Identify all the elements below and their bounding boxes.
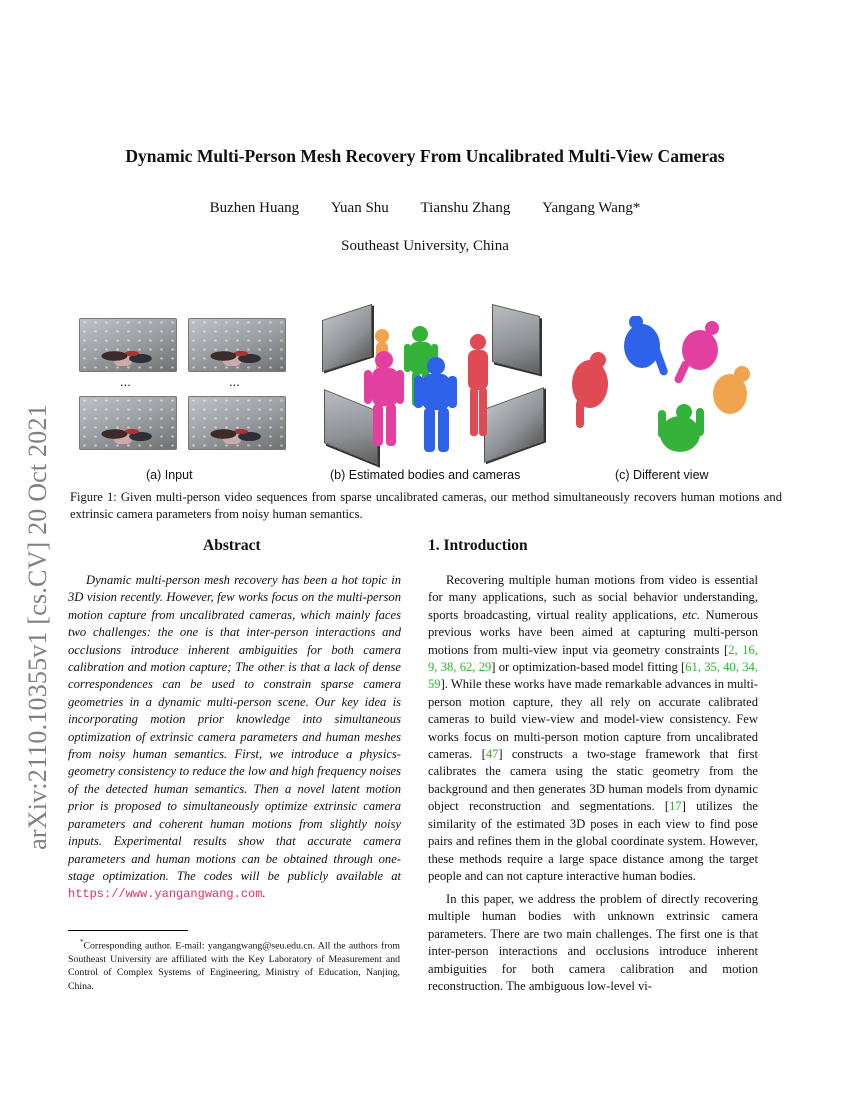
author-name: Yangang Wang* xyxy=(542,200,641,216)
abstract-end: . xyxy=(262,886,266,901)
footnote-rule xyxy=(68,930,188,931)
body-red xyxy=(572,352,608,428)
author-name: Buzhen Huang xyxy=(209,200,300,216)
intro-text: Recovering multiple human motions from video is essential for many applications, such as social behavior understanding, sports broadcasting, virtual reality applications, xyxy=(428,573,758,622)
input-frame xyxy=(79,318,177,372)
intro-text: ] or optimization-based model fitting [ xyxy=(491,660,686,675)
author-name: Tianshu Zhang xyxy=(420,200,511,216)
panel-label-estimated: (b) Estimated bodies and cameras xyxy=(330,468,521,482)
body-green xyxy=(658,404,704,452)
introduction-heading: 1. Introduction xyxy=(428,537,528,554)
figure-caption: Figure 1: Given multi-person video sequences from sparse uncalibrated cameras, our method simultaneously recovers human motions and extrinsic camera parameters from noisy human semantics. xyxy=(70,490,782,521)
intro-text: Numerous previous works have been aimed at capturing multi-person motions from multi-view input via geometry constraints [ xyxy=(428,607,758,657)
intro-etc: etc. xyxy=(682,607,701,622)
abstract-heading: Abstract xyxy=(203,537,261,554)
arxiv-identifier: arXiv:2110.10355v1 [cs.CV] 20 Oct 2021 xyxy=(23,404,52,850)
ellipsis: ... xyxy=(120,374,131,389)
intro-text: ]. While these works have made remarkable advances in multi-person motion capture, they all rely on accurate calibrated cameras to build view-view and model-view consistency. Few works focus on multi-person motion capture from uncalibrated cameras. [ xyxy=(428,677,758,762)
panel-label-different-view: (c) Different view xyxy=(615,468,709,482)
body-red xyxy=(468,334,488,436)
intro-text: ] constructs a two-stage framework that first calibrates the camera using the static geometry from the background and then generates 3D human models from dynamic object reconstruction and segmentations. [ xyxy=(428,747,758,814)
different-view-bodies xyxy=(560,316,760,460)
intro-paragraph-1 xyxy=(428,572,758,885)
citation-link[interactable]: 2, 16, 9, 38, 62, 29 xyxy=(428,642,758,675)
citation-link[interactable]: 17 xyxy=(669,799,682,814)
body-orange xyxy=(713,366,750,414)
code-url-link[interactable]: https://www.yangangwang.com xyxy=(68,887,263,902)
ellipsis: ... xyxy=(229,374,240,389)
author-name: Yuan Shu xyxy=(330,200,389,216)
intro-paragraph-2: In this paper, we address the problem of directly recovering multiple human bodies with unknown extrinsic camera parameters. There are two main challenges. The first one is that inter-person interactions and occlusions introduce inherent ambiguities for both camera calibration and motion reconstruction. The ambiguous low-level vi- xyxy=(428,892,758,994)
intro-text: ] utilizes the similarity of the estimated 3D poses in each view to find pose pairs and refines them in the global coordinate system. However, these methods require a large space distance among the target people and can not capture interactive human bodies. xyxy=(428,799,759,883)
author-list xyxy=(0,200,850,217)
body-blue xyxy=(624,316,669,376)
input-frame xyxy=(188,318,286,372)
citation-link[interactable]: 61, 35, 40, 34, 59 xyxy=(428,660,758,692)
input-frame xyxy=(188,396,286,450)
estimated-bodies xyxy=(360,322,500,462)
footnote xyxy=(68,936,400,994)
footnote-marker: * xyxy=(80,938,84,946)
abstract-body: Dynamic multi-person mesh recovery has been a hot topic in 3D vision recently. However, few works focus on the multi-person motion capture from uncalibrated cameras, which mainly faces two challenges: the one is that inter-person interactions and occlusions introduce inherent ambiguities for both camera calibration and motion capture; The other is that a lack of dense correspondences can be used to constrain sparse camera geometries in a dynamic multi-person scene. Our key idea is incorporating motion prior knowledge into simultaneous optimization of extrinsic camera parameters and human meshes from noisy human semantics. First, we introduce a physics-geometry consistency to reduce the low and high frequency noises of the detected human semantics. Then a novel latent motion prior is proposed to simultaneously optimize extrinsic camera parameters and coherent human motions from slightly noisy inputs. Experimental results show that accurate camera parameters and human motions can be obtained through one-stage optimization. The codes will be publicly available at xyxy=(68,573,401,883)
paper-title: Dynamic Multi-Person Mesh Recovery From Uncalibrated Multi-View Cameras xyxy=(125,146,725,166)
panel-label-input: (a) Input xyxy=(146,468,193,482)
input-frame xyxy=(79,396,177,450)
body-pink xyxy=(364,351,404,446)
affiliation: Southeast University, China xyxy=(341,238,509,254)
abstract-text xyxy=(68,572,401,904)
footnote-text: Corresponding author. E-mail: yangangwang@seu.edu.cn. All the authors from Southeast University are affiliated with the Key Laboratory of Measurement and Control of Complex Systems of Engineering, Ministry of Education, Nanjing, China. xyxy=(68,940,400,993)
body-pink xyxy=(673,321,719,385)
citation-link[interactable]: 47 xyxy=(485,747,499,762)
